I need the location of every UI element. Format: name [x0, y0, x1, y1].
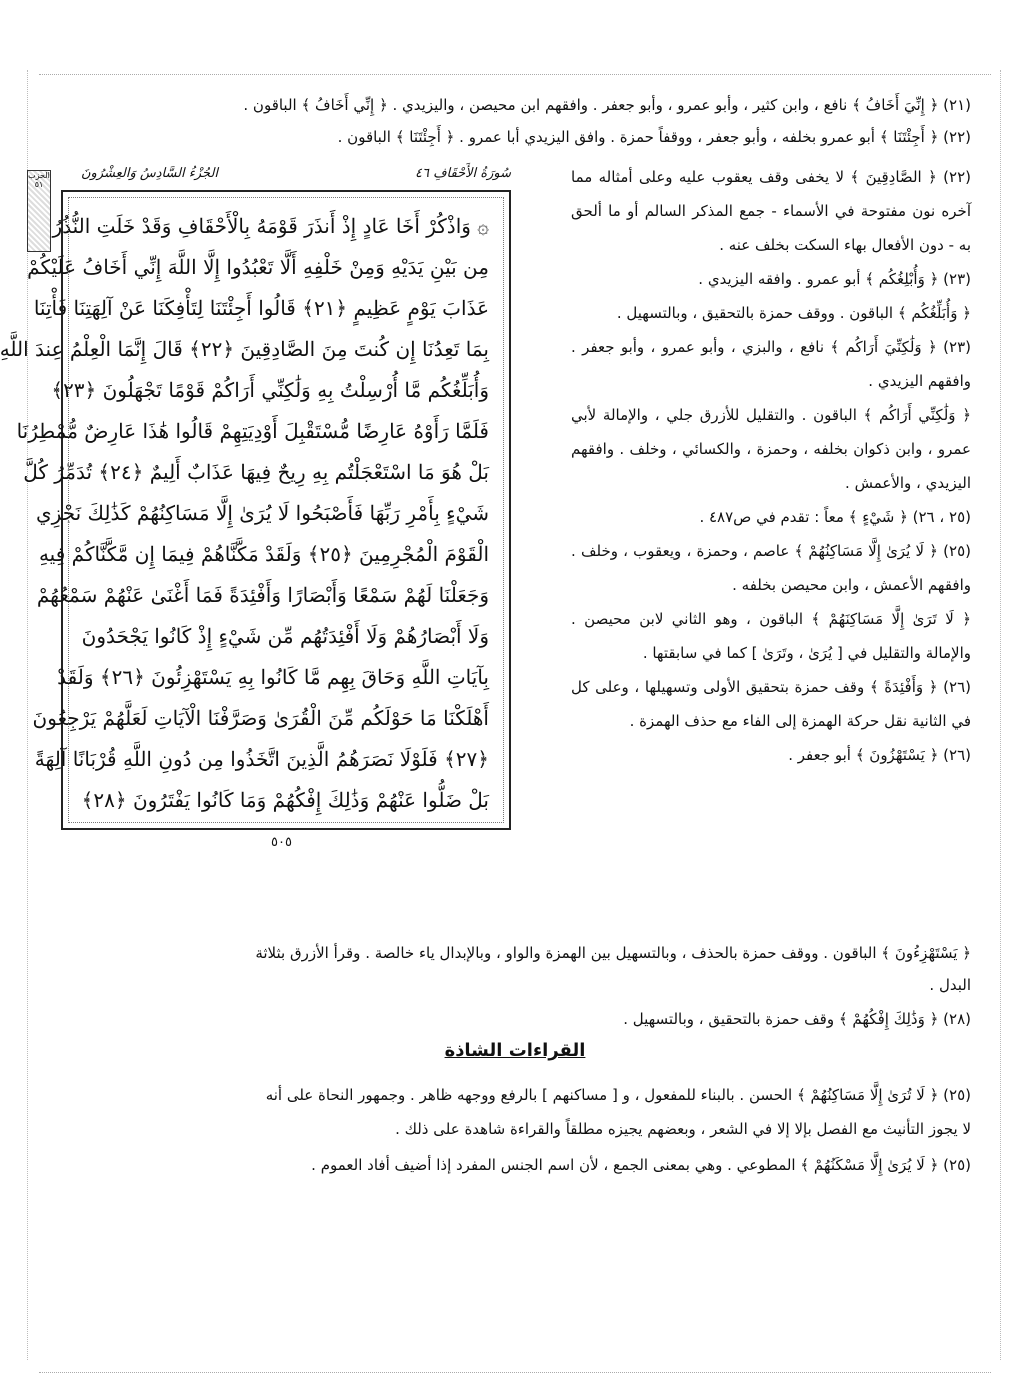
note-paragraph: ﴿ وَأُبَلِّغُكُم ﴾ الباقون . ووقف حمزة بالتحقيق ، وبالتسهيل .	[616, 304, 971, 322]
note-paragraph: (٢٦) ﴿ يَسْتَهْزُونَ ﴾ أبو جعفر .	[788, 746, 971, 764]
shadha-line: لا يجوز التأنيث مع الفصل بإلا إلا في الشعر ، وبعضهم يجيزه مطلقاً والقراءة شاهدة على ذلك .	[395, 1120, 971, 1138]
note-paragraph: (٢٣) ﴿ وَأُبْلِغُكُم ﴾ أبو عمرو . وافقه اليزيدي .	[698, 270, 971, 288]
ayah-line: أَهْلَكْنَا مَا حَوْلَكُم مِّنَ الْقُرَىٰ وَصَرَّفْنَا الْآيَاتِ لَعَلَّهُمْ يَرْجِعُونَ	[32, 706, 489, 730]
section-heading: القراءات الشاذة	[444, 1040, 586, 1061]
ayah-line: وَلَا أَبْصَارُهُمْ وَلَا أَفْئِدَتُهُم مِّن شَيْءٍ إِذْ كَانُوا يَجْحَدُونَ	[81, 624, 489, 648]
juz-name: الجُزْءُ السَّادِسُ وَالعِشْرُونَ	[81, 166, 219, 181]
note-paragraph: (٢٣) ﴿ وَلَٰكِنِّيَ أَرَاكُم ﴾ نافع ، والبزي ، وأبو عمرو ، وأبو جعفر . وافقهم اليزيدي .	[571, 338, 971, 390]
ayah-line: وَجَعَلْنَا لَهُمْ سَمْعًا وَأَبْصَارًا وَأَفْئِدَةً فَمَا أَغْنَىٰ عَنْهُمْ سَمْعُهُمْ	[36, 583, 489, 607]
ayah-line: بِمَا تَعِدُنَا إِن كُنتَ مِنَ الصَّادِقِينَ ﴿٢٢﴾ قَالَ إِنَّمَا الْعِلْمُ عِندَ اللَّهِ	[0, 337, 489, 361]
ayah-line: ﴿٢٧﴾ فَلَوْلَا نَصَرَهُمُ الَّذِينَ اتَّخَذُوا مِن دُونِ اللَّهِ قُرْبَانًا آلِهَةً	[34, 747, 489, 771]
ayah-line: بَلْ هُوَ مَا اسْتَعْجَلْتُم بِهِ رِيحٌ فِيهَا عَذَابٌ أَلِيمٌ ﴿٢٤﴾ تُدَمِّرُ كُلَّ	[23, 460, 489, 484]
note-line: ﴿ يَسْتَهْزِءُونَ ﴾ الباقون . ووقف حمزة بالحذف ، وبالتسهيل بين الهمزة والواو ، وبالإبدال ياء خالصة . وقرأ الأزرق بثلاثة	[255, 944, 971, 962]
ayah-line: ۞ وَاذْكُرْ أَخَا عَادٍ إِذْ أَنذَرَ قَوْمَهُ بِالْأَحْقَافِ وَقَدْ خَلَتِ النُّذُرُ	[52, 214, 489, 238]
note-line: (٢٨) ﴿ وَذَٰلِكَ إِفْكُهُمْ ﴾ وقف حمزة بالتحقيق ، وبالتسهيل .	[623, 1010, 971, 1028]
ayah-line: مِن بَيْنِ يَدَيْهِ وَمِنْ خَلْفِهِ أَلَّا تَعْبُدُوا إِلَّا اللَّهَ إِنِّي أَخَافُ عَلَيْكُمْ	[27, 255, 489, 279]
bottom-border-ornament	[39, 1372, 991, 1373]
ayah-line: الْقَوْمَ الْمُجْرِمِينَ ﴿٢٥﴾ وَلَقَدْ مَكَّنَّاهُمْ فِيمَا إِن مَّكَّنَّاكُمْ فِيهِ	[38, 542, 489, 566]
ayah-line: وَأُبَلِّغُكُم مَّا أُرْسِلْتُ بِهِ وَلَٰكِنِّي أَرَاكُمْ قَوْمًا تَجْهَلُونَ ﴿٢٣﴾	[51, 378, 489, 402]
surah-name: سُورَةُ الأَحْقَافِ ٤٦	[414, 166, 511, 181]
shadha-line: (٢٥) ﴿ لَا تُرَىٰ إِلَّا مَسَاكِنُهُمْ ﴾ الحسن . بالبناء للمفعول ، و [ مساكنهم ] بالرفع ووجهه ظاهر . وجمهور النحاة على أنه	[265, 1086, 971, 1104]
top-border-ornament	[39, 74, 991, 75]
note-paragraph: (٢٢) ﴿ الصَّادِقِينَ ﴾ لا يخفى وقف يعقوب عليه وعلى أمثاله مما آخره نون مفتوحة في الأسماء - جمع المذكر السالم أو ما ألحق به - دون الأفعال بهاء السكت بخلف عنه .	[571, 168, 971, 254]
mushaf-text-box	[0, 190, 511, 830]
note-paragraph: ﴿ لَا تَرَىٰ إِلَّا مَسَاكِنَهُمْ ﴾ الباقون ، وهو الثاني لابن محيصن . والإمالة والتقليل في [ يُرَىٰ ، وتَرَىٰ ] كما في سابقتها .	[571, 610, 971, 662]
note-paragraph: (٢٥) ﴿ لَا يُرَىٰ إِلَّا مَسَاكِنُهُمْ ﴾ عاصم ، وحمزة ، ويعقوب ، وخلف . وافقهم الأعمش ، وابن محيصن بخلفه .	[571, 542, 971, 594]
note-line: (٢١) ﴿ إِنِّيَ أَخَافُ ﴾ نافع ، وابن كثير ، وأبو عمرو ، وأبو جعفر . وافقهم ابن محيصن ، واليزيدي . ﴿ إِنِّي أَخَافُ ﴾ الباقون .	[243, 96, 971, 114]
note-line: البدل .	[929, 976, 971, 994]
mushaf-page-number: ٥٠٥	[271, 835, 292, 850]
note-paragraph: (٢٦) ﴿ وَأَفْئِدَةً ﴾ وقف حمزة بتحقيق الأولى وتسهيلها ، وعلى كل في الثانية نقل حركة الهمزة إلى الفاء مع حذف الهمزة .	[571, 678, 971, 730]
shadha-line: (٢٥) ﴿ لَا يُرَىٰ إِلَّا مَسْكَنُهُمْ ﴾ المطوعي . وهي بمعنى الجمع ، لأن اسم الجنس المفرد إذا أضيف أفاد العموم .	[311, 1156, 971, 1174]
ayah-line: بَلْ ضَلُّوا عَنْهُمْ وَذَٰلِكَ إِفْكُهُمْ وَمَا كَانُوا يَفْتَرُونَ ﴿٢٨﴾	[81, 788, 489, 812]
ayah-line: عَذَابَ يَوْمٍ عَظِيمٍ ﴿٢١﴾ قَالُوا أَجِئْتَنَا لِتَأْفِكَنَا عَنْ آلِهَتِنَا فَأْتِنَا	[33, 296, 489, 320]
hizb-badge: الحزب ٥١	[27, 170, 51, 252]
note-paragraph: ﴿ وَلَٰكِنِّي أَرَاكُم ﴾ الباقون . والتقليل للأزرق جلي ، والإمالة لأبي عمرو ، وابن ذكوان بخلفه ، وحمزة ، والكسائي ، وخلف . وافقهم اليزيدي ، والأعمش .	[571, 406, 971, 492]
note-line: (٢٢) ﴿ أَجِئْتَنَا ﴾ أبو عمرو بخلفه ، وأبو جعفر ، ووقفاً حمزة . وافق اليزيدي أبا عمرو . ﴿ أَجِئْتَنَا ﴾ الباقون .	[337, 128, 971, 146]
ayah-line: بِآيَاتِ اللَّهِ وَحَاقَ بِهِم مَّا كَانُوا بِهِ يَسْتَهْزِئُونَ ﴿٢٦﴾ وَلَقَدْ	[57, 665, 489, 689]
mushaf-header	[61, 160, 511, 190]
ayah-line: فَلَمَّا رَأَوْهُ عَارِضًا مُّسْتَقْبِلَ أَوْدِيَتِهِمْ قَالُوا هَٰذَا عَارِضٌ مُّمْطِرُنَا	[16, 419, 489, 443]
notes-column	[571, 160, 971, 772]
ayah-line: شَيْءٍ بِأَمْرِ رَبِّهَا فَأَصْبَحُوا لَا يُرَىٰ إِلَّا مَسَاكِنُهُمْ كَذَٰلِكَ نَجْزِي	[36, 501, 489, 525]
note-paragraph: (٢٥ ، ٢٦) ﴿ شَيْءٍ ﴾ معاً : تقدم في ص٤٨٧ .	[699, 508, 971, 526]
